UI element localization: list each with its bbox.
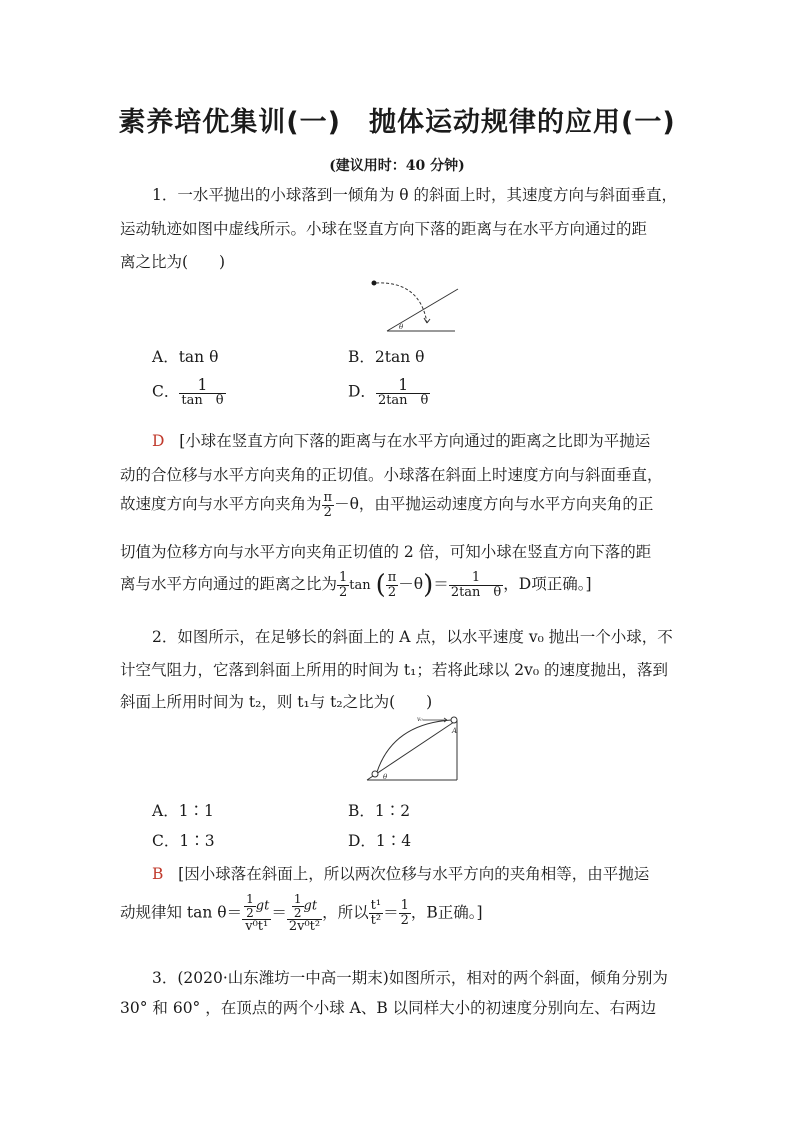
q2-option-b: B．1∶2: [348, 802, 411, 820]
q2-exp2-f1-na: 1: [246, 892, 254, 906]
q1-option-d-den: 2tan θ: [377, 393, 429, 409]
q3-line1: 3．(2020·山东潍坊一中高一期末)如图所示，相对的两个斜面，倾角分别为: [152, 969, 668, 987]
q2-exp2-f2-den: 2v⁰t²: [288, 919, 321, 935]
q1-exp5-eq: ＝: [433, 575, 449, 593]
q2-option-c: C．1∶3: [152, 832, 215, 850]
q2-explanation-line2: 动规律知 tan θ＝ $\frac{1}{2}$ gt v⁰t¹ ＝ $\frac{1}{2}$ gt 2v⁰t² ，所以 $\frac{\text{t¹}}{\text{t²}}$ ＝ $\frac{1}{2}$ ，B正确。]: [120, 892, 483, 935]
q2-exp2c: ，B正确。]: [410, 903, 483, 922]
q1-line3: 离之比为( ): [120, 253, 226, 271]
q2-figure: [363, 712, 463, 784]
q1-option-c-den: tan θ: [181, 393, 224, 409]
q1-option-d: [348, 377, 430, 408]
q2-exp2-eq: ＝: [271, 903, 287, 922]
suggested-time: (建议用时：40 分钟): [329, 158, 465, 174]
q1-exp5-f3-num: 1: [471, 569, 481, 585]
q1-option-a: A．tan θ: [152, 348, 219, 366]
q2-answer: B: [152, 865, 164, 883]
q2-exp2-f1-nc: gt: [255, 898, 270, 914]
q1-exp5a: 离与水平方向通过的距离之比为: [120, 575, 338, 593]
q2-option-a: A．1∶1: [152, 802, 214, 820]
q1-explanation-line5: 离与水平方向通过的距离之比为 $\frac{1}{2}$ tan ( $\frac{\pi}{2}$ －θ)＝ $\frac{1}{\text{2tan θ}}$ ，D项正确。]: [120, 569, 592, 600]
q3-line2: 30° 和 60° ，在顶点的两个小球 A、B 以同样大小的初速度分别向左、右两边: [120, 999, 657, 1017]
q2-line3: 斜面上所用时间为 t₂，则 t₁与 t₂之比为( ): [120, 693, 433, 711]
q2-exp2-f1-nb: 2: [246, 905, 254, 920]
q1-exp3a: 故速度方向与水平方向夹角为: [120, 495, 322, 514]
q1-exp2: 动的合位移与水平方向夹角的正切值。小球落在斜面上时速度方向与斜面垂直，: [120, 466, 663, 484]
q1-exp5b: ，D项正确。]: [503, 575, 592, 593]
q1-exp3-num: π: [323, 490, 333, 505]
q1-answer: D: [152, 432, 165, 450]
q2-exp2-f2-nb: 2: [293, 905, 302, 920]
q2-line1: 2．如图所示，在足够长的斜面上的 A 点，以水平速度 v₀ 抛出一个小球，不: [152, 628, 673, 646]
q2-exp2-f4-den: 2: [400, 912, 409, 928]
q2-exp2b: ，所以: [322, 903, 369, 922]
q2-exp2-f3-den: t²: [370, 912, 382, 928]
q1-exp5-tan: tan: [349, 578, 371, 593]
q1-exp1: [小球在竖直方向下落的距离与在水平方向通过的距离之比即为平抛运: [179, 432, 651, 450]
q2-exp2-f1-den: v⁰t¹: [242, 919, 271, 934]
q2-exp2-f4-num: 1: [400, 898, 409, 914]
q2-exp2-f3-num: t¹: [370, 898, 382, 914]
q2-line2: 计空气阻力，它落到斜面上所用的时间为 t₁；若将此球以 2v₀ 的速度抛出，落到: [120, 661, 669, 679]
q2-option-d: D．1∶4: [348, 832, 412, 850]
q1-exp5-minus: －θ: [398, 575, 424, 593]
q1-exp4: 切值为位移方向与水平方向夹角正切值的 2 倍，可知小球在竖直方向下落的距: [120, 543, 652, 561]
q1-figure: [365, 275, 465, 337]
q1-line2: 运动轨迹如图中虚线所示。小球在竖直方向下落的距离与在水平方向通过的距: [120, 220, 648, 238]
q1-exp5-f2-den: 2: [386, 585, 399, 600]
q1-option-c-prefix: C．: [152, 382, 180, 401]
q1-option-d-prefix: D．: [348, 382, 376, 401]
q1-explanation-line3: [120, 491, 653, 519]
q1-exp5-f1-den: 2: [339, 584, 348, 600]
q1-line1: 1．一水平抛出的小球落到一倾角为 θ 的斜面上时，其速度方向与斜面垂直，: [152, 186, 678, 204]
q2-explanation-line1: [152, 862, 649, 884]
q2-exp1: [因小球落在斜面上，所以两次位移与水平方向的夹角相等，由平抛运: [178, 865, 650, 883]
q1-option-c-num: 1: [197, 376, 208, 394]
q1-exp3-den: 2: [322, 505, 335, 520]
q1-exp5-f3-den: 2tan θ: [450, 584, 502, 600]
q2-figure-theta: θ: [383, 773, 388, 781]
q1-option-b: B．2tan θ: [348, 348, 425, 366]
q2-exp2a: 动规律知 tan θ＝: [120, 903, 243, 922]
q1-exp3b: －θ，由平抛运动速度方向与水平方向夹角的正: [334, 495, 654, 514]
q1-exp5-f2-num: π: [387, 569, 397, 585]
q1-option-d-num: 1: [398, 376, 409, 394]
q2-exp2-f2-na: 1: [293, 892, 302, 906]
q2-exp2-f2-nc: gt: [303, 898, 318, 914]
q1-figure-theta: θ: [399, 323, 404, 331]
q2-figure-a: A: [452, 727, 458, 735]
page-title: 素养培优集训(一) 抛体运动规律的应用(一): [118, 107, 676, 138]
q2-figure-v0: v₀: [417, 716, 423, 723]
q1-explanation-line1: [152, 429, 650, 451]
q1-exp5-f1-num: 1: [339, 569, 348, 585]
q1-option-c: [152, 377, 226, 408]
